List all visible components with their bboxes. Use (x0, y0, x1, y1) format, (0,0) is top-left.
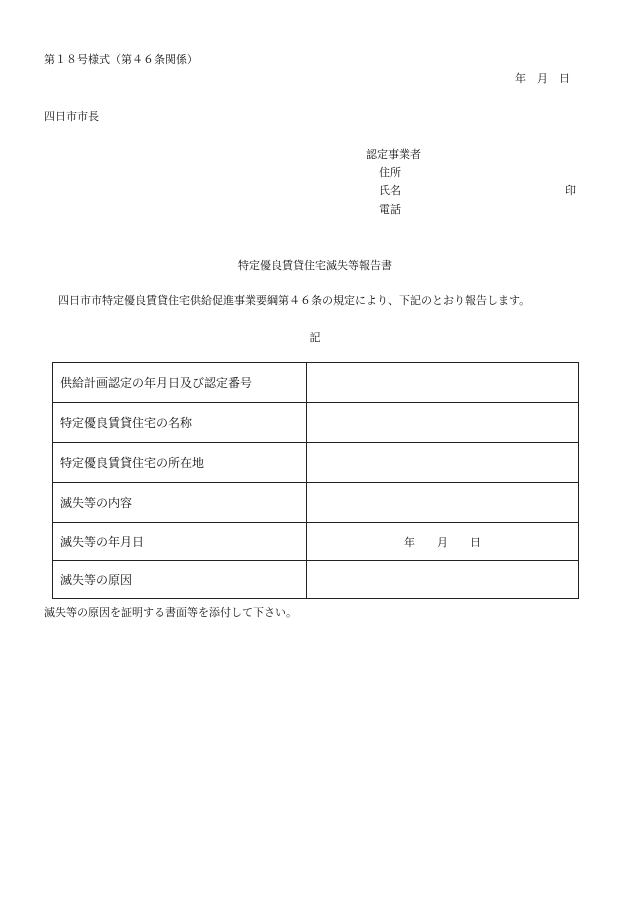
row-label: 滅失等の年月日 (53, 523, 307, 561)
applicant-heading: 認定事業者 (366, 148, 421, 161)
document-title: 特定優良賃貸住宅滅失等報告書 (238, 259, 392, 272)
table-row (53, 403, 579, 443)
table-row (53, 443, 579, 483)
row-label: 供給計画認定の年月日及び認定番号 (53, 363, 307, 403)
ki-mark: 記 (309, 331, 321, 344)
row-value-field[interactable] (307, 561, 579, 599)
row-label: 特定優良賃貸住宅の名称 (53, 403, 307, 443)
row-value-field[interactable] (307, 403, 579, 443)
table-row (53, 561, 579, 599)
name-label: 氏名 (379, 184, 401, 197)
row-value-field[interactable] (307, 443, 579, 483)
report-table (52, 362, 579, 599)
row-value-field[interactable] (307, 363, 579, 403)
seal-mark: 印 (565, 184, 576, 197)
row-label: 滅失等の内容 (53, 483, 307, 523)
row-label: 滅失等の原因 (53, 561, 307, 599)
row-label: 特定優良賃貸住宅の所在地 (53, 443, 307, 483)
row-value-field[interactable] (307, 483, 579, 523)
table-row (53, 483, 579, 523)
table-row (53, 523, 579, 561)
phone-label: 電話 (379, 203, 401, 216)
date-line: 年 月 日 (515, 72, 570, 85)
row-value-field[interactable] (307, 523, 579, 561)
date-placeholder: 年 月 日 (404, 535, 481, 549)
address-label: 住所 (379, 166, 401, 179)
body-text: 四日市市特定優良賃貸住宅供給促進事業要綱第４６条の規定により、下記のとおり報告します。 (58, 294, 531, 307)
footnote: 滅失等の原因を証明する書面等を添付して下さい。 (44, 606, 297, 619)
table-row (53, 363, 579, 403)
form-number: 第１８号様式（第４６条関係） (44, 53, 198, 66)
addressee: 四日市市長 (44, 110, 99, 123)
